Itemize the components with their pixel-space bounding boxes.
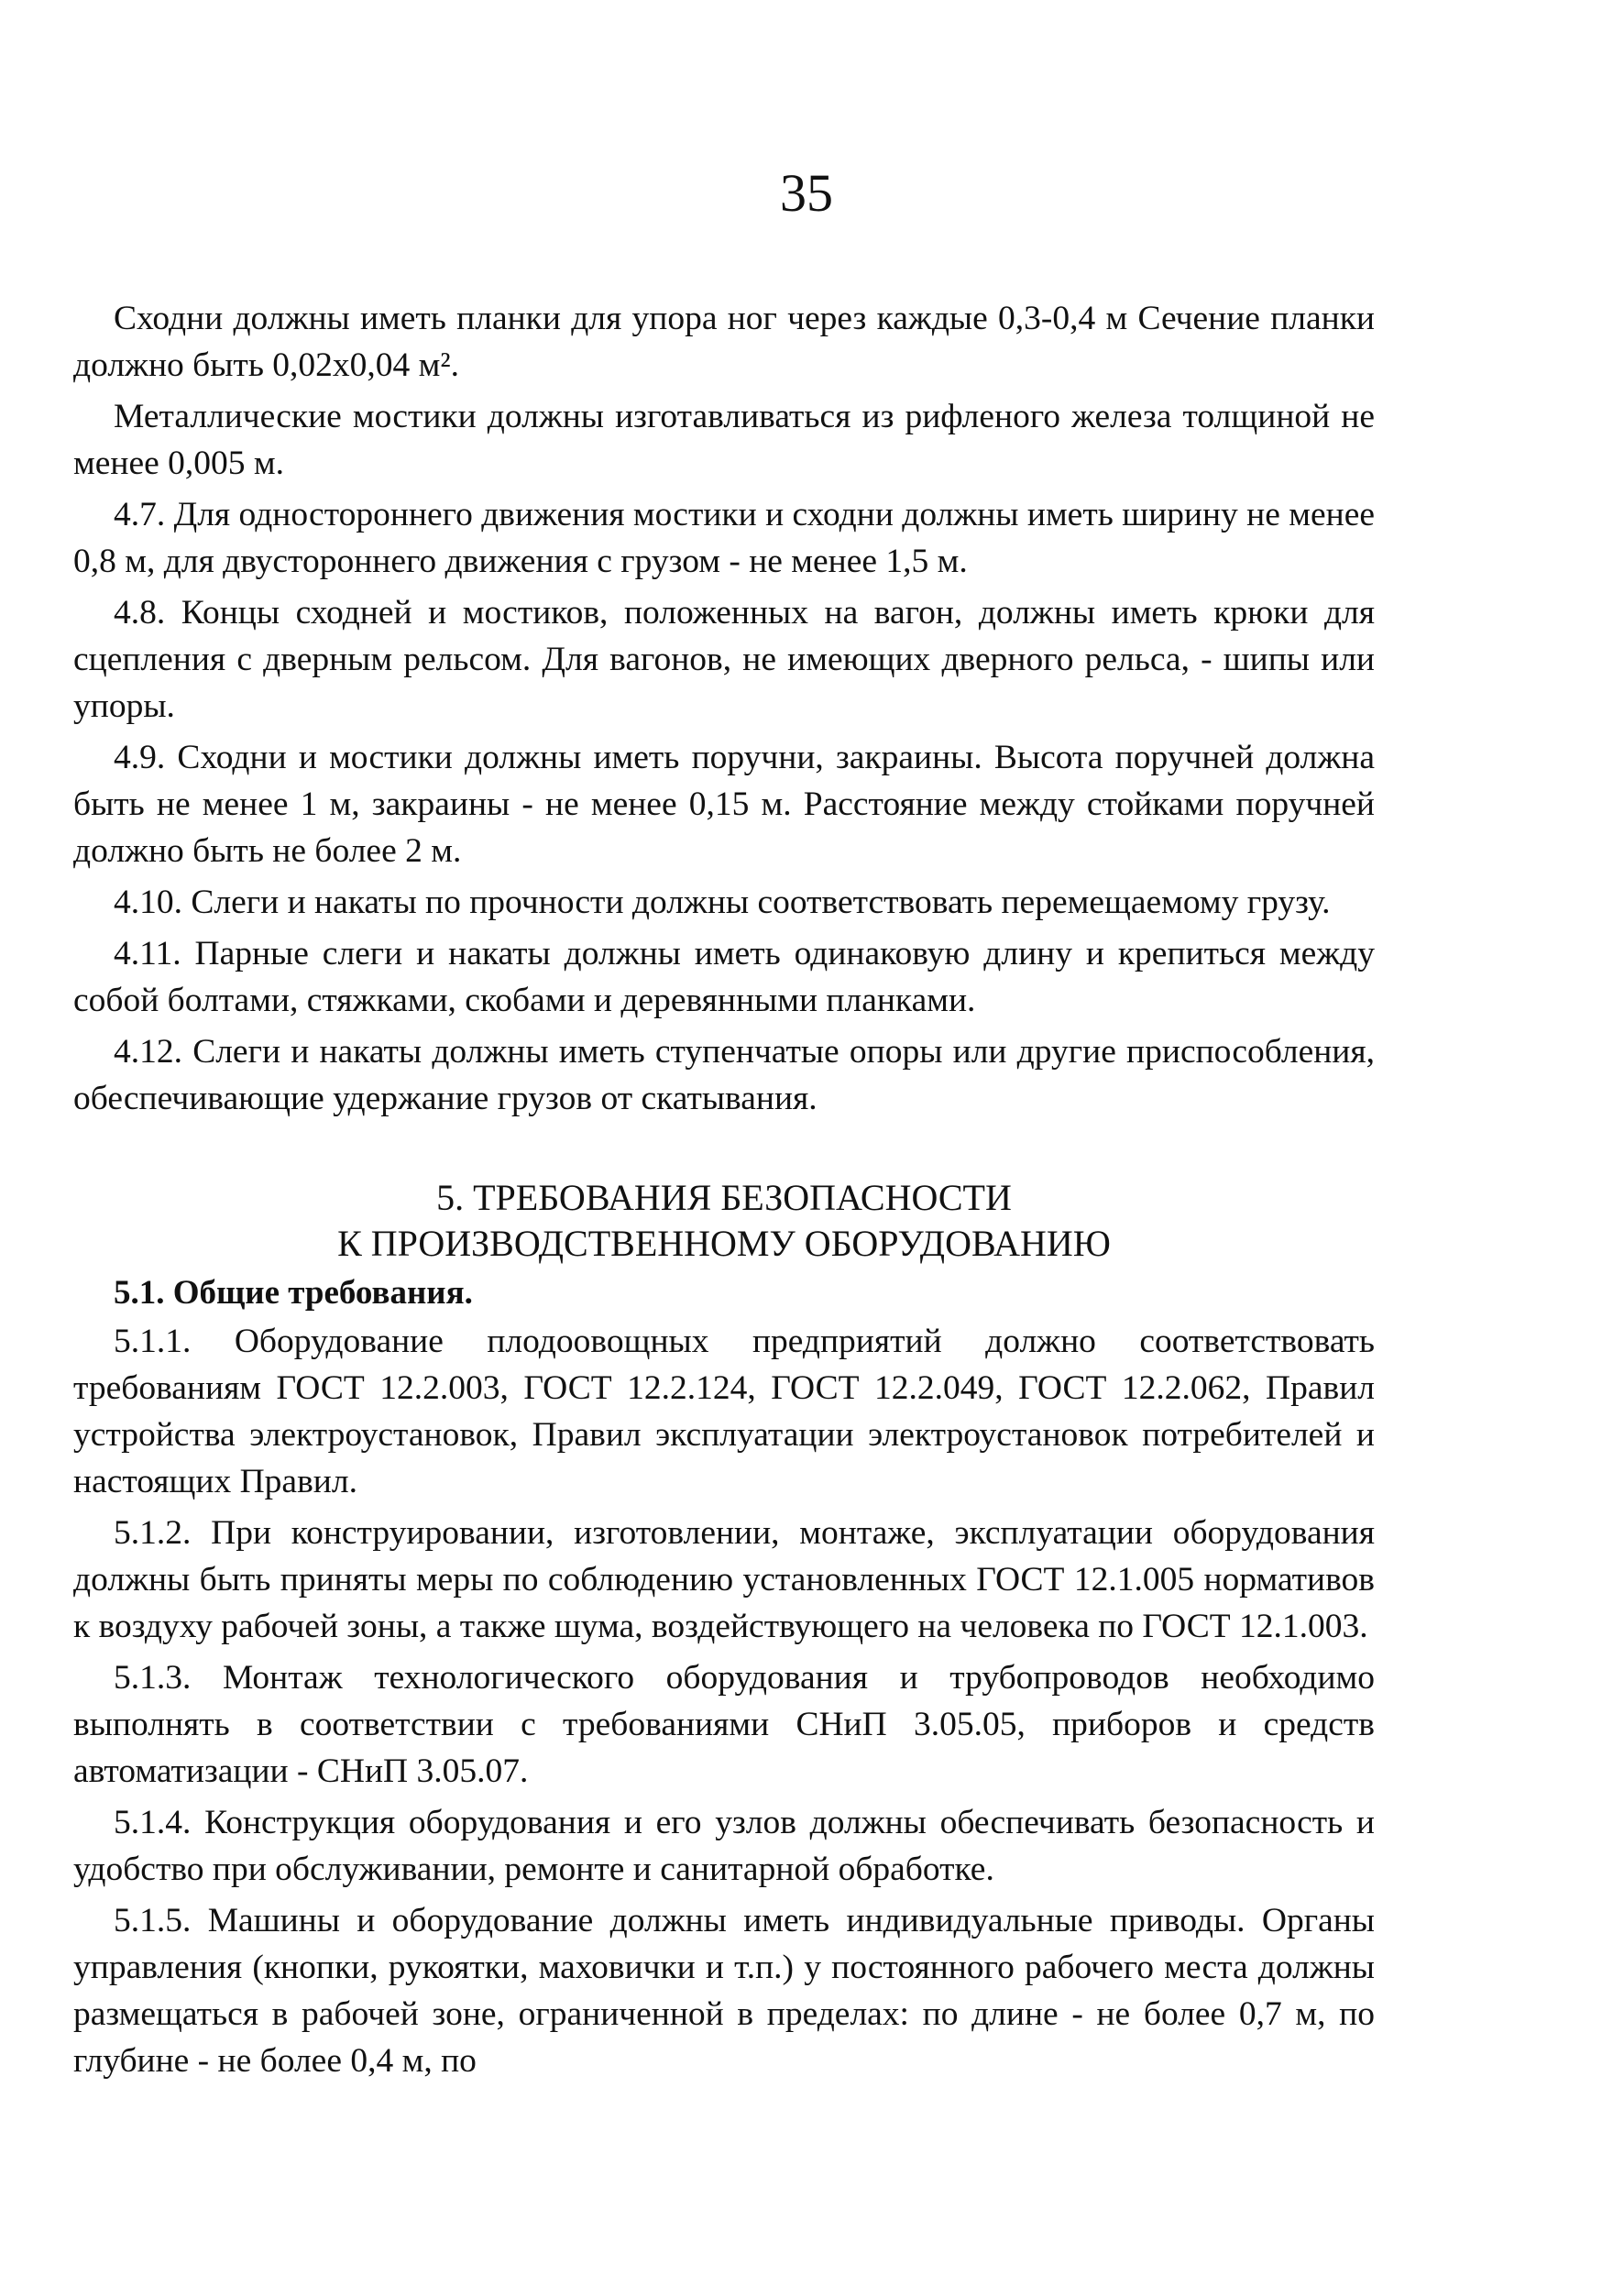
section-heading [73,1175,1375,1267]
section-heading-line-1: 5. ТРЕБОВАНИЯ БЕЗОПАСНОСТИ [436,1177,1012,1218]
paragraph-4-9: 4.9. Сходни и мостики должны иметь поручни, закраины. Высота поручней должна быть не менее 1 м, закраины - не менее 0,15 м. Расстояние между стойками поручней должно быть не более 2 м. [73,739,1375,870]
paragraph-5-1-5: 5.1.5. Машины и оборудование должны иметь индивидуальные приводы. Органы управления (кнопки, рукоятки, маховички и т.п.) у постоянного рабочего места должны размещаться в рабочей зоне, ограниченной в пределах: по длине - не более 0,7 м, по глубине - не более 0,4 м, по [73,1902,1375,2080]
page-number: 35 [780,163,833,223]
subsection-heading: 5.1. Общие требования. [114,1274,473,1312]
paragraph-4-7: 4.7. Для одностороннего движения мостики и сходни должны иметь ширину не менее 0,8 м, для двустороннего движения с грузом - не менее 1,5 м. [73,496,1375,580]
paragraph-5-1-2: 5.1.2. При конструировании, изготовлении, монтаже, эксплуатации оборудования должны быть приняты меры по соблюдению установленных ГОСТ 12.1.005 нормативов к воздуху рабочей зоны, а также шума, воздействующего на человека по ГОСТ 12.1.003. [73,1514,1375,1645]
paragraph-4-10: 4.10. Слеги и накаты по прочности должны соответствовать перемещаемому грузу. [114,884,1331,921]
paragraph-5-1-4: 5.1.4. Конструкция оборудования и его узлов должны обеспечивать безопасность и удобство при обслуживании, ремонте и санитарной обработке. [73,1804,1375,1888]
section-heading-line-2: К ПРОИЗВОДСТВЕННОМУ ОБОРУДОВАНИЮ [337,1223,1111,1264]
paragraph-4-8: 4.8. Концы сходней и мостиков, положенных на вагон, должны иметь крюки для сцепления с дверным рельсом. Для вагонов, не имеющих дверного рельса, - шипы или упоры. [73,594,1375,725]
paragraph-metal-bridges: Металлические мостики должны изготавливаться из рифленого железа толщиной не менее 0,005 м. [73,398,1375,482]
paragraph-gangway-slats: Сходни должны иметь планки для упора ног через каждые 0,3-0,4 м Сечение планки должно быть 0,02х0,04 м². [73,300,1375,384]
paragraph-4-11: 4.11. Парные слеги и накаты должны иметь одинаковую длину и крепиться между собой болтами, стяжками, скобами и деревянными планками. [73,935,1375,1019]
paragraph-5-1-3: 5.1.3. Монтаж технологического оборудования и трубопроводов необходимо выполнять в соответствии с требованиями СНиП 3.05.05, приборов и средств автоматизации - СНиП 3.05.07. [73,1659,1375,1790]
paragraph-5-1-1: 5.1.1. Оборудование плодоовощных предприятий должно соответствовать требованиям ГОСТ 12.2.003, ГОСТ 12.2.124, ГОСТ 12.2.049, ГОСТ 12.2.062, Правил устройства электроустановок, Правил эксплуатации электроустановок потребителей и настоящих Правил. [73,1323,1375,1500]
paragraph-4-12: 4.12. Слеги и накаты должны иметь ступенчатые опоры или другие приспособления, обеспечивающие удержание грузов от скатывания. [73,1033,1375,1117]
page-body [73,295,1375,2089]
